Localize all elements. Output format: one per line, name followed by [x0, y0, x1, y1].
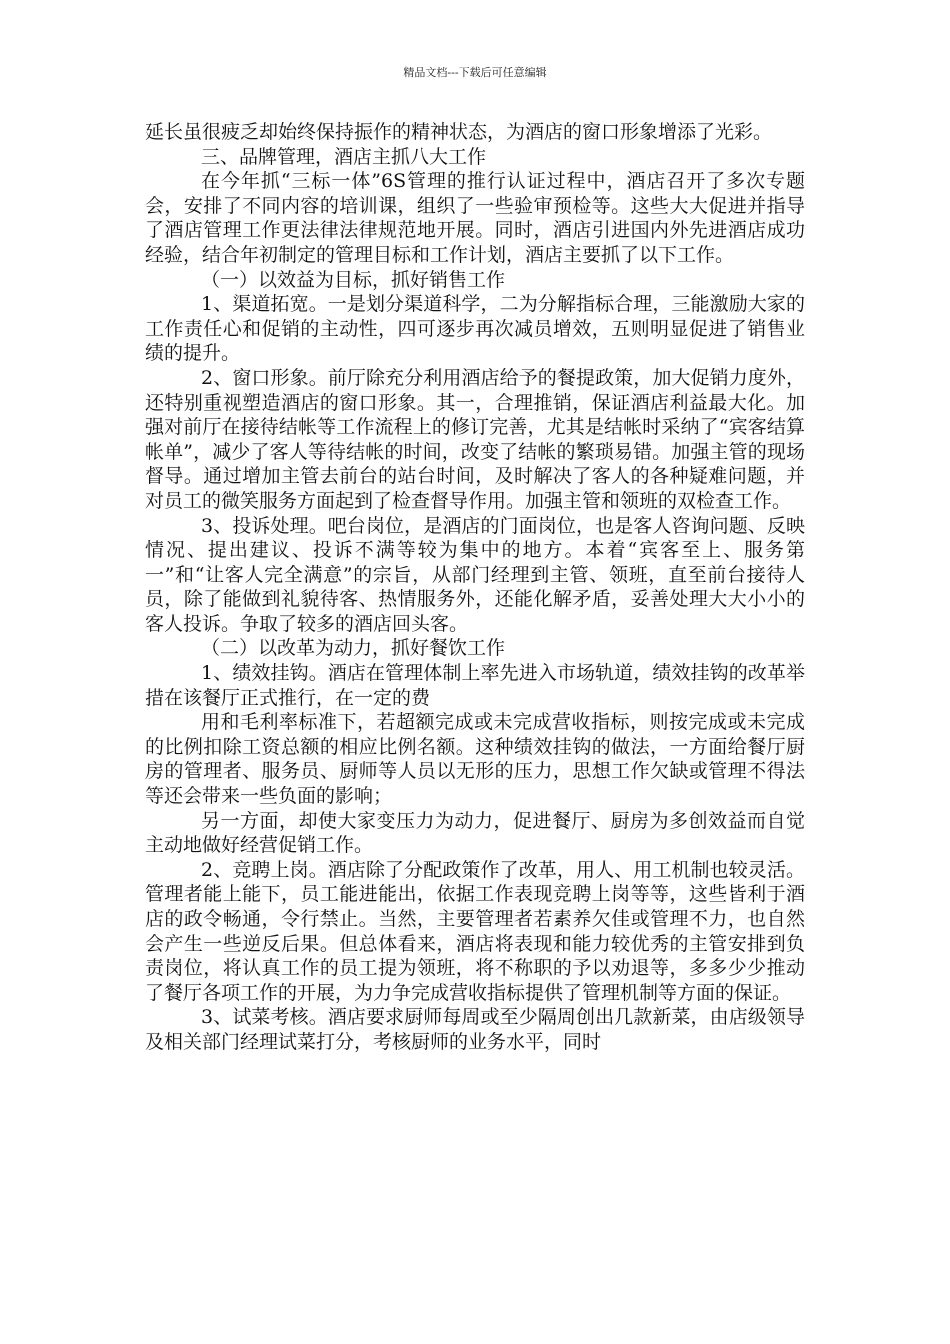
paragraph: 2、竞聘上岗。酒店除了分配政策作了改革，用人、用工机制也较灵活。管理者能上能下，员工能进能出，依据工作表现竞聘上岗等等，这些皆利于酒店的政令畅通，令行禁止。当然，主要管理者若素养欠佳或管理不力，也自然会产生一些逆反后果。但总体看来，酒店将表现和能力较优秀的主管安排到负责岗位，将认真工作的员工提为领班，将不称职的予以劝退等，多多少少推动了餐厅各项工作的开展，为力争完成营收指标提供了管理机制等方面的保证。 — [145, 858, 805, 1004]
paragraph: 3、投诉处理。吧台岗位，是酒店的门面岗位，也是客人咨询问题、反映情况、提出建议、投诉不满等较为集中的地方。本着“宾客至上、服务第一”和“让客人完全满意”的宗旨，从部门经理到主管、领班，直至前台接待人员，除了能做到礼貌待客、热情服务外，还能化解矛盾，妥善处理大大小小的客人投诉。争取了较多的酒店回头客。 — [145, 514, 805, 635]
paragraph: 1、绩效挂钩。酒店在管理体制上率先进入市场轨道，绩效挂钩的改革举措在该餐厅正式推行，在一定的费 — [145, 662, 805, 709]
paragraph: 1、渠道拓宽。一是划分渠道科学，二为分解指标合理，三能激励大家的工作责任心和促销的主动性，四可逐步再次减员增效，五则明显促进了销售业绩的提升。 — [145, 293, 805, 365]
paragraph: 延长虽很疲乏却始终保持振作的精神状态，为酒店的窗口形象增添了光彩。 — [145, 121, 773, 143]
subsection-heading: （一）以效益为目标，抓好销售工作 — [201, 268, 506, 291]
document-body — [145, 120, 805, 1055]
paragraph: 在今年抓“三标一体”6S管理的推行认证过程中，酒店召开了多次专题会，安排了不同内容的培训课，组织了一些验审预检等。这些大大促进并指导了酒店管理工作更法律法律规范地开展。同时，酒店引进国内外先进酒店成功经验，结合年初制定的管理目标和工作计划，酒店主要抓了以下工作。 — [145, 170, 805, 266]
paragraph: 3、试菜考核。酒店要求厨师每周或至少隔周创出几款新菜，由店级领导及相关部门经理试菜打分，考核厨师的业务水平，同时 — [145, 1006, 805, 1053]
paragraph: 2、窗口形象。前厅除充分利用酒店给予的餐提政策，加大促销力度外，还特别重视塑造酒店的窗口形象。其一，合理推销，保证酒店利益最大化。加强对前厅在接待结帐等工作流程上的修订完善，尤其是结帐时采纳了“宾客结算帐单”，减少了客人等待结帐的时间，改变了结帐的繁琐易错。加强主管的现场督导。通过增加主管去前台的站台时间，及时解决了客人的各种疑难问题，并对员工的微笑服务方面起到了检查督导作用。加强主管和领班的双检查工作。 — [145, 366, 805, 512]
paragraph: 用和毛利率标准下，若超额完成或未完成营收指标，则按完成或未完成的比例扣除工资总额的相应比例名额。这种绩效挂钩的做法，一方面给餐厅厨房的管理者、服务员、厨师等人员以无形的压力，思想工作欠缺或管理不得法等还会带来一些负面的影响； — [145, 711, 805, 808]
paragraph: 另一方面，却使大家变压力为动力，促进餐厅、厨房为多创效益而自觉主动地做好经营促销工作。 — [145, 809, 805, 857]
subsection-heading: （二）以改革为动力，抓好餐饮工作 — [201, 637, 506, 660]
page-header: 精品文档---下载后可任意编辑 — [403, 66, 547, 79]
section-heading: 三、品牌管理，酒店主抓八大工作 — [201, 145, 487, 168]
